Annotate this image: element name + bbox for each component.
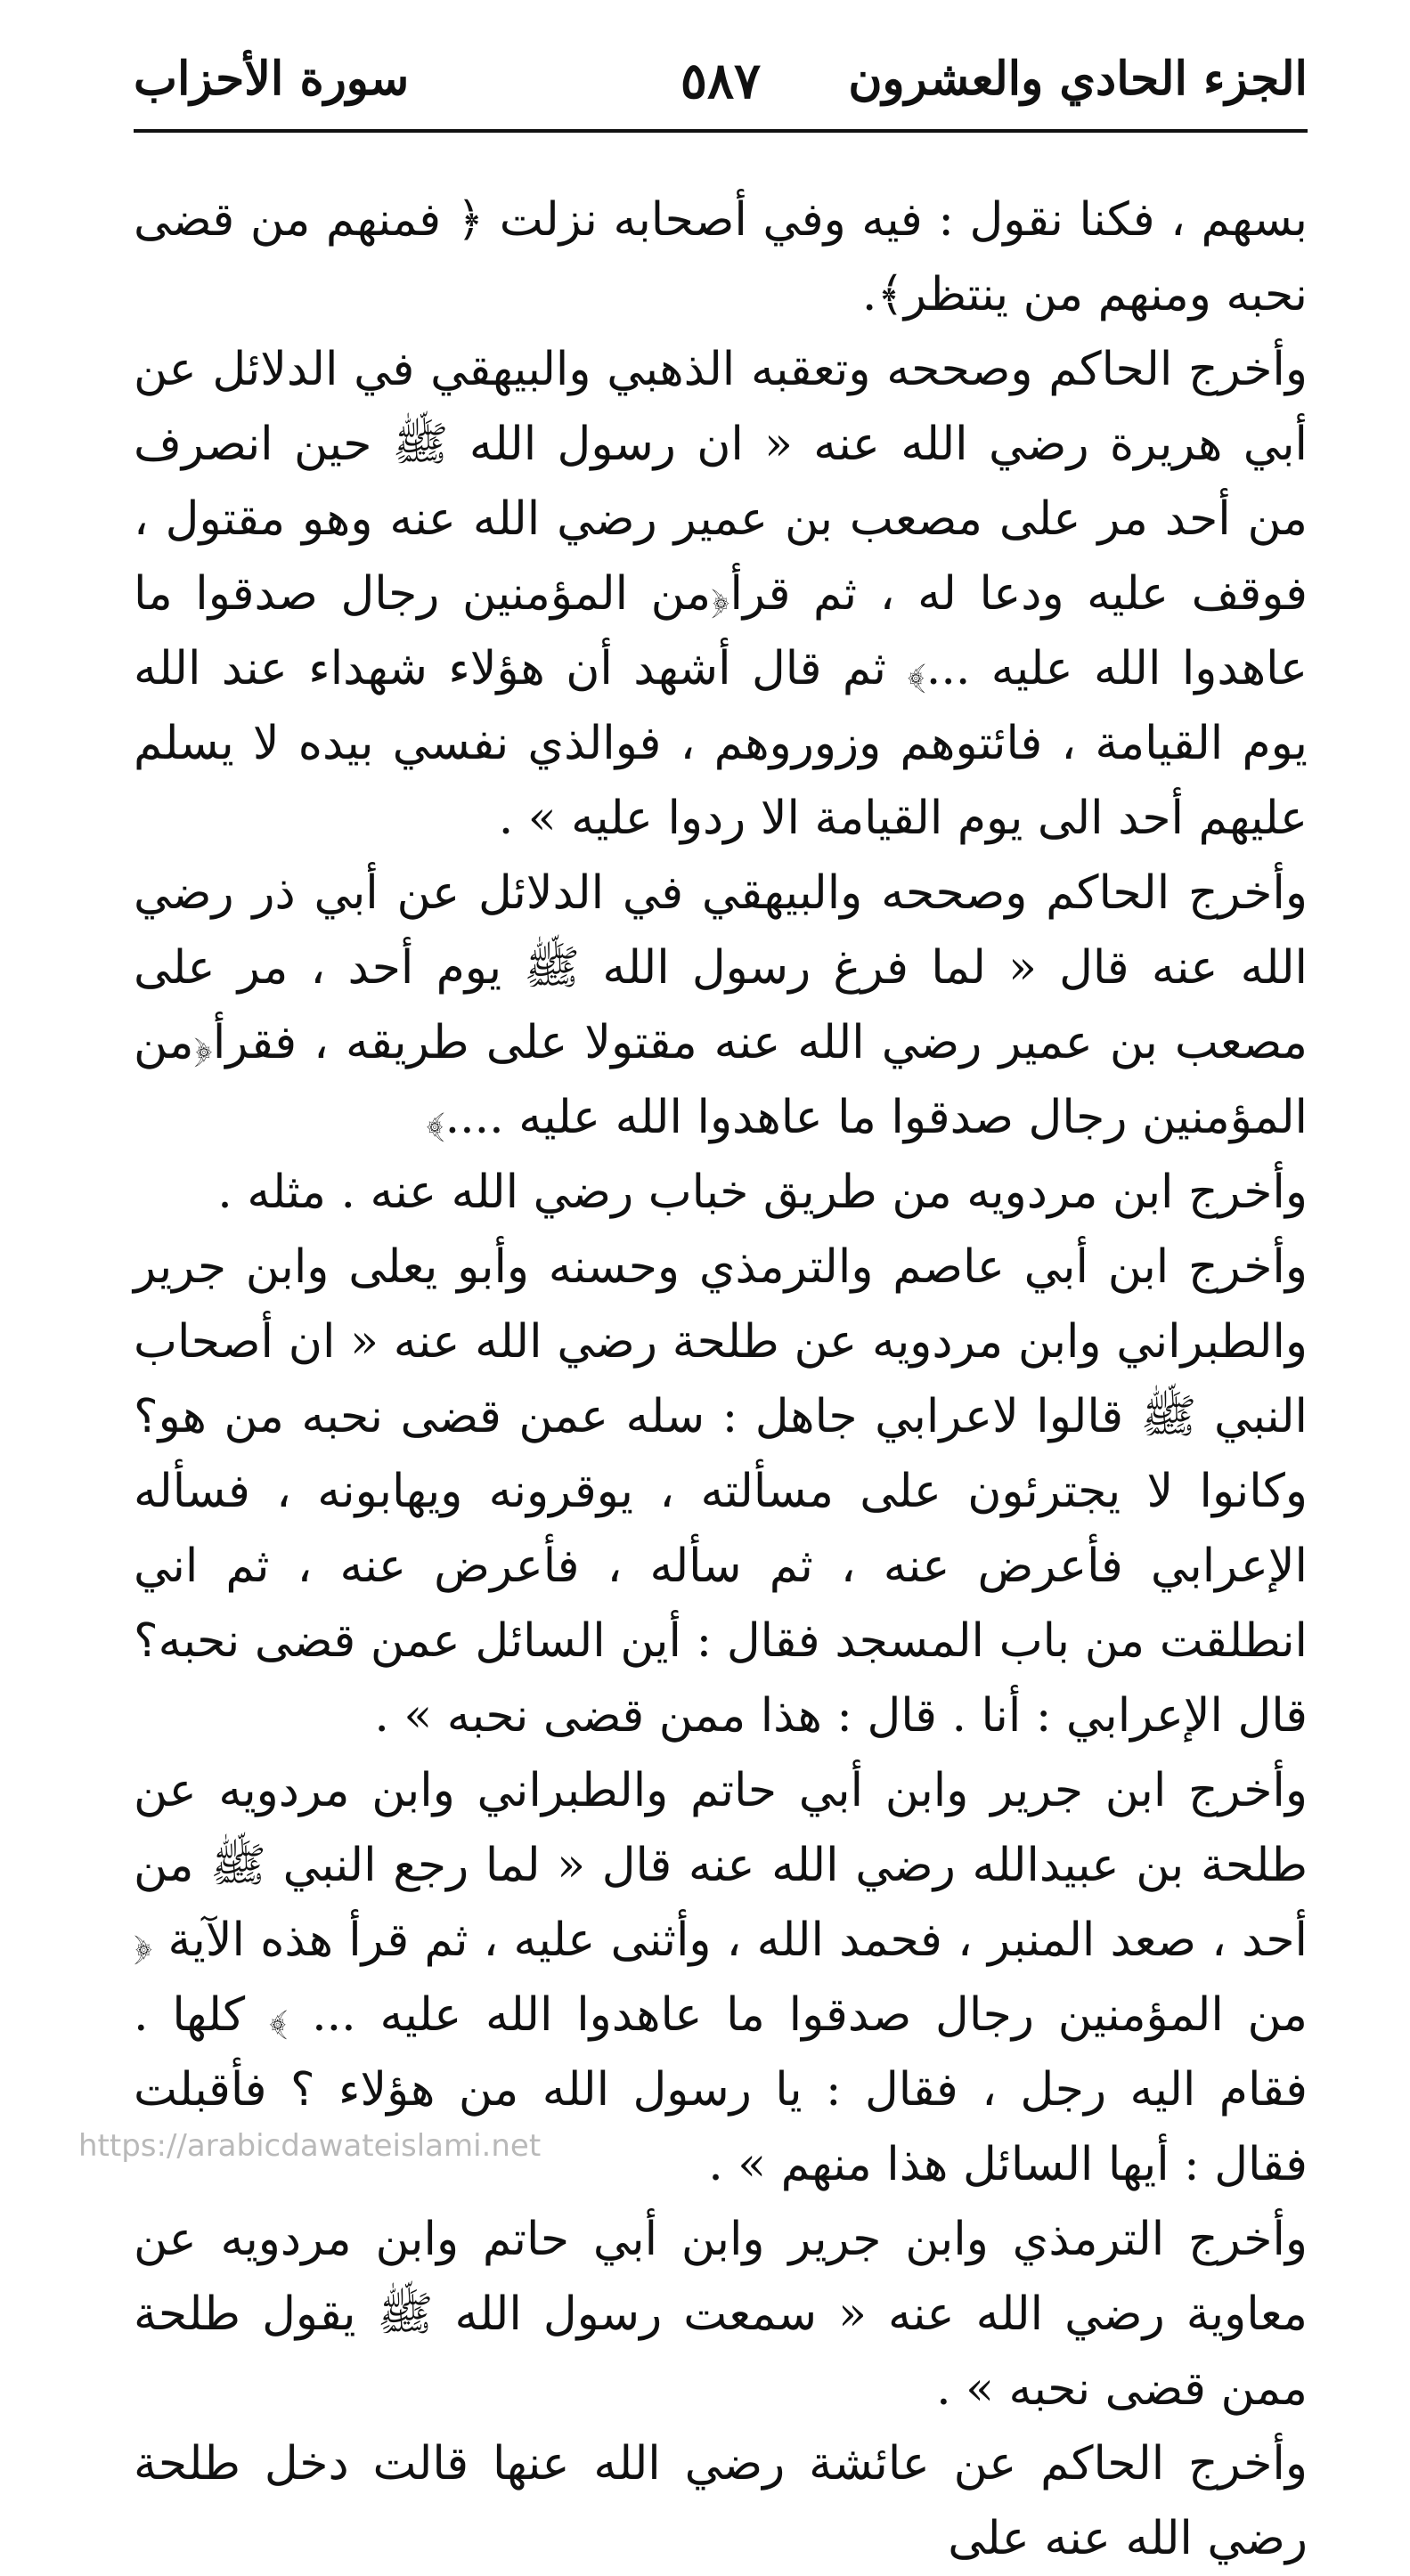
paragraph-hakim-abu-hurayra: وأخرج الحاكم وصححه وتعقبه الذهبي والبيهقي في الدلائل عن أبي هريرة رضي الله عنه « ان رسول الله ﷺ حين انصرف من أحد مر على مصعب بن عمير رضي الله عنه وهو مقتول ، فوقف عليه ودعا له ، ثم قرأ﴿من المؤمنين رجال صدقوا ما عاهدوا الله عليه ...﴾ ثم قال أشهد أن هؤلاء شهداء عند الله يوم القيامة ، فائتوهم وزوروهم ، فوالذي نفسي بيده لا يسلم عليهم أحد الى يوم القيامة الا ردوا عليه » .: [134, 343, 1308, 845]
page-body: [134, 183, 1308, 2576]
paragraph-hakim-aisha: وأخرج الحاكم عن عائشة رضي الله عنها قالت دخل طلحة رضي الله عنه على: [134, 2437, 1308, 2565]
volume-title: الجزء الحادي والعشرون: [848, 52, 1308, 106]
page-header: [134, 52, 1308, 150]
paragraph-ibn-jarir-talha: وأخرج ابن جرير وابن أبي حاتم والطبراني وابن مردويه عن طلحة بن عبيدالله رضي الله عنه قال « لما رجع النبي ﷺ من أحد ، صعد المنبر ، فحمد الله ، وأثنى عليه ، ثم قرأ هذه الآية ﴿ من المؤمنين رجال صدقوا ما عاهدوا الله عليه ... ﴾ كلها . فقام اليه رجل ، فقال : يا رسول الله من هؤلاء ؟ فأقبلت فقال : أيها السائل هذا منهم » .: [134, 1764, 1308, 2191]
paragraph-tirmidhi-muawiya: وأخرج الترمذي وابن جرير وابن أبي حاتم وابن مردويه عن معاوية رضي الله عنه « سمعت رسول الله ﷺ يقول طلحة ممن قضى نحبه » .: [134, 2213, 1308, 2416]
header-divider: [134, 129, 1308, 133]
watermark-url: https://arabicdawateislami.net: [78, 2128, 542, 2164]
paragraph-hakim-abu-dharr: وأخرج الحاكم وصححه والبيهقي في الدلائل عن أبي ذر رضي الله عنه قال « لما فرغ رسول الله ﷺ يوم أحد ، مر على مصعب بن عمير رضي الله عنه مقتولا على طريقه ، فقرأ﴿من المؤمنين رجال صدقوا ما عاهدوا الله عليه ....﴾: [134, 866, 1308, 1144]
surah-title: سورة الأحزاب: [134, 52, 410, 106]
page-number: ٥٨٧: [680, 52, 762, 110]
paragraph-ibn-mardawayh-khabbab: وأخرج ابن مردويه من طريق خباب رضي الله عنه . مثله .: [217, 1166, 1308, 1219]
paragraph-ibn-abi-asim-talha: وأخرج ابن أبي عاصم والترمذي وحسنه وأبو يعلى وابن جرير والطبراني وابن مردويه عن طلحة رضي الله عنه « ان أصحاب النبي ﷺ قالوا لاعرابي جاهل : سله عمن قضى نحبه من هو؟ وكانوا لا يجترئون على مسألته ، يوقرونه ويهابونه ، فسأله الإعرابي فأعرض عنه ، ثم سأله ، فأعرض عنه ، ثم اني انطلقت من باب المسجد فقال : أين السائل عمن قضى نحبه؟ قال الإعرابي : أنا . قال : هذا ممن قضى نحبه » .: [134, 1240, 1308, 1743]
paragraph-continuation: بسهم ، فكنا نقول : فيه وفي أصحابه نزلت ﴿ فمنهم من قضى نحبه ومنهم من ينتظر﴾.: [134, 193, 1308, 321]
